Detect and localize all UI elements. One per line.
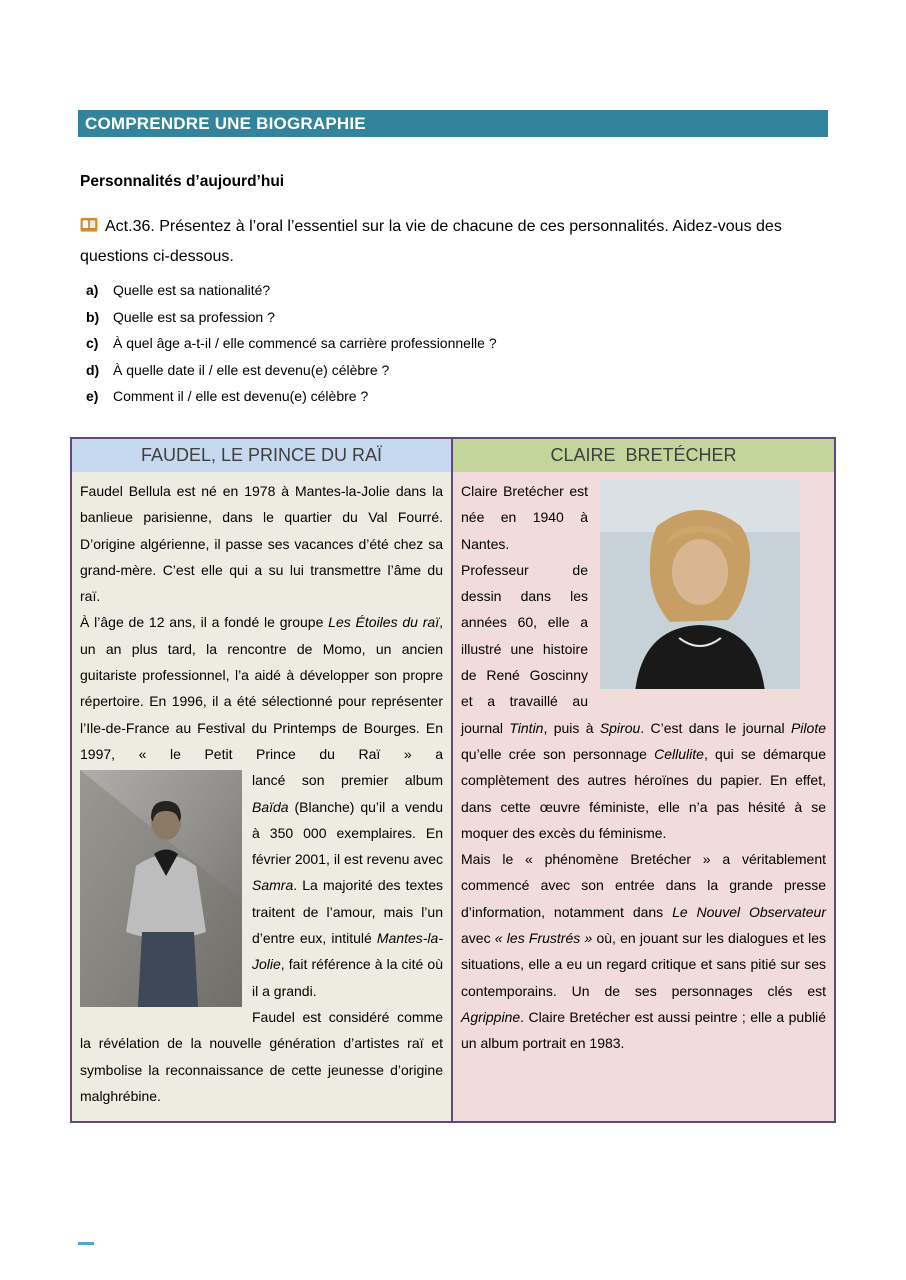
bretecher-body xyxy=(453,472,834,1121)
biography-table xyxy=(70,437,836,1123)
question-label: b) xyxy=(86,308,100,325)
section-title-bar xyxy=(78,110,828,137)
bretecher-column xyxy=(453,439,834,1121)
page-subtitle: Personnalités d’aujourd’hui xyxy=(80,173,285,190)
question-item xyxy=(86,383,816,410)
faudel-header: FAUDEL, LE PRINCE DU RAÏ xyxy=(72,439,451,472)
question-text: À quel âge a-t-il / elle commencé sa carrière professionnelle ? xyxy=(113,335,497,351)
faudel-column xyxy=(72,439,453,1121)
question-label: c) xyxy=(86,335,99,351)
question-item xyxy=(86,357,816,384)
faudel-body xyxy=(72,472,451,1121)
question-label: e) xyxy=(86,388,99,404)
question-text: À quelle date il / elle est devenu(e) célèbre ? xyxy=(113,361,390,378)
question-item xyxy=(86,330,816,357)
faudel-paragraph: Faudel Bellula est né en 1978 à Mantes-la-Jolie dans la banlieue parisienne, dans le quartier du Val Fourré. D’origine algérienne, il passe ses vacances d’été chez sa grand-mère. C’est elle qui a su lui transmettre l’âme du raï. xyxy=(80,483,443,605)
question-text: Comment il / elle est devenu(e) célèbre ? xyxy=(113,388,369,404)
page-footer-mark xyxy=(78,1242,94,1245)
section-title: COMPRENDRE UNE BIOGRAPHIE xyxy=(85,114,366,133)
bretecher-paragraph: Mais le « phénomène Bretécher » a véritablement commencé avec son entrée dans la grande presse d’information, notamment dans Le Nouvel Observateur avec « les Frustrés » où, en jouant sur les dialogues et les situations, elle a eu un regard critique et sans pitié sur ses contemporains. Un de ses personnages clés est Agrippine. Claire Bretécher est aussi peintre ; elle a publié un album portrait en 1983. xyxy=(461,851,826,1052)
bretecher-paragraph: Professeur de dessin dans les années 60, elle a illustré une histoire de René Goscinny et a travaillé au journal Tintin, puis à Spirou. C’est dans le journal Pilote qu’elle crée son personnage Cellulite, qui se démarque complètement des autres héroïnes du papier. En effet, dans cette œuvre féministe, elle n’a pas hésité à se moquer des excès du féminisme. xyxy=(461,561,826,841)
question-text: Quelle est sa nationalité? xyxy=(113,282,271,298)
bretecher-paragraph: Claire Bretécher est née en 1940 à Nantes. xyxy=(461,483,588,552)
question-item xyxy=(86,304,816,331)
faudel-paragraph: lancé son premier album Baïda (Blanche) qu’il a vendu à 350 000 exemplaires. En février 2001, il est revenu avec Samra. La majorité des textes traitent de l’amour, mais l’un d’entre eux, intitulé Mantes-la-Jolie, fait référence à la cité où il a grandi. xyxy=(252,772,443,999)
bretecher-header: CLAIRE BRETÉCHER xyxy=(453,439,834,472)
question-item xyxy=(86,277,816,304)
book-icon xyxy=(80,214,98,230)
question-label: d) xyxy=(86,361,100,378)
question-label: a) xyxy=(86,282,99,298)
activity-text: Act.36. Présentez à l’oral l’essentiel sur la vie de chacune de ces personnalités. Aidez-vous des questions ci-dessous. xyxy=(80,218,782,265)
question-list xyxy=(86,277,816,410)
faudel-paragraph: À l’âge de 12 ans, il a fondé le groupe Les Étoiles du raï, un an plus tard, la rencontre de Momo, un ancien guitariste professionnel, l’a aidé à développer son propre répertoire. En 1996, il a été sélectionné pour représenter l’Ile-de-France au Festival du Printemps de Bourges. En 1997, « le Petit Prince du Raï » a xyxy=(80,614,443,762)
faudel-paragraph: Faudel est considéré comme la révélation de la nouvelle génération d’artistes raï et symbolise la reconnaissance de cette jeunesse d’origine malghrébine. xyxy=(80,1008,443,1104)
activity-instruction xyxy=(80,212,832,272)
faudel-photo xyxy=(80,770,242,1007)
question-text: Quelle est sa profession ? xyxy=(113,308,275,325)
bretecher-photo xyxy=(600,480,800,689)
